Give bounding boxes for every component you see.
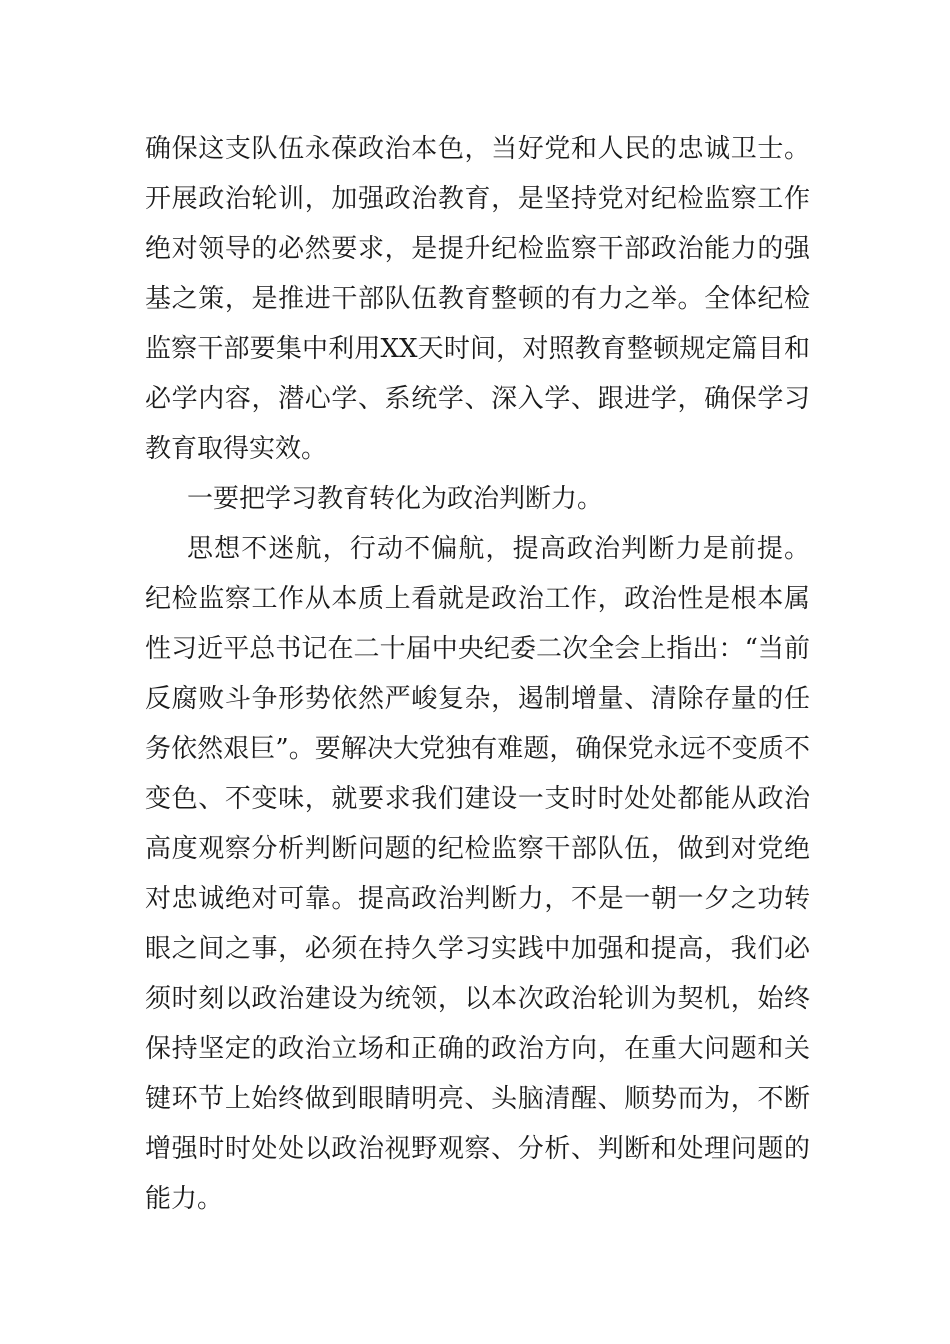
paragraph-body: 思想不迷航，行动不偏航，提高政治判断力是前提。纪检监察工作从本质上看就是政治工作，政治性是根本属性习近平总书记在二十届中央纪委二次全会上指出：“当前反腐败斗争形势依然严峻复杂，遏制增量、清除存量的任务依然艰巨”。要解决大党独有难题，确保党永远不变质不变色、不变味，就要求我们建设一支时时处处都能从政治高度观察分析判断问题的纪检监察干部队伍，做到对党绝对忠诚绝对可靠。提高政治判断力，不是一朝一夕之功转眼之间之事，必须在持久学习实践中加强和提高，我们必须时刻以政治建设为统领，以本次政治轮训为契机，始终保持坚定的政治立场和正确的政治方向，在重大问题和关键环节上始终做到眼睛明亮、头脑清醒、顺势而为，不断增强时时处处以政治视野观察、分析、判断和处理问题的能力。 xyxy=(145,534,810,1214)
section-heading: 一要把学习教育转化为政治判断力。 xyxy=(187,484,604,514)
document-body xyxy=(145,124,810,1224)
paragraph-continuation: 确保这支队伍永葆政治本色，当好党和人民的忠诚卫士。开展政治轮训，加强政治教育，是坚持党对纪检监察工作绝对领导的必然要求，是提升纪检监察干部政治能力的强基之策，是推进干部队伍教育整顿的有力之举。全体纪检监察干部要集中利用XX天时间，对照教育整顿规定篇目和必学内容，潜心学、系统学、深入学、跟进学，确保学习教育取得实效。 xyxy=(145,134,810,464)
